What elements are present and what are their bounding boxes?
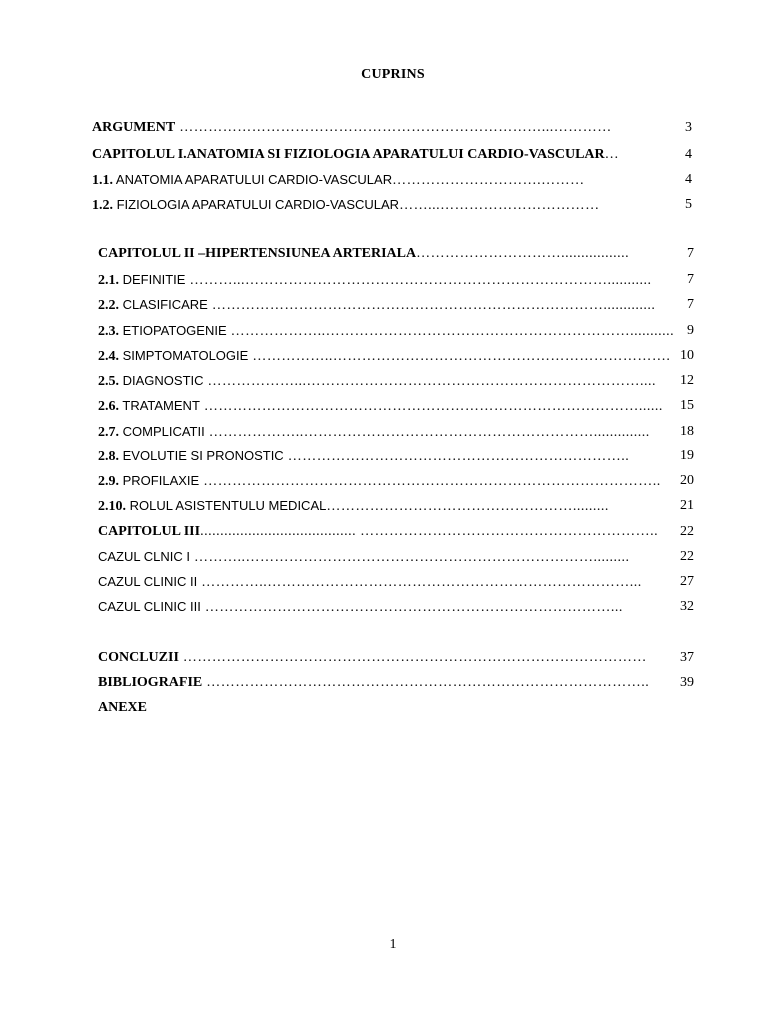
toc-entry-page: 21 (679, 496, 694, 516)
toc-entry-page: 32 (679, 597, 694, 617)
toc-entry-label: DEFINITIE (119, 272, 186, 287)
toc-entry-label: CAZUL CLINIC III (98, 599, 201, 614)
toc-entry-leader: …………………………………………………………………………………… (178, 650, 647, 665)
toc-entry-heading: CAPITOLUL III (98, 524, 201, 539)
toc-entry (98, 371, 694, 391)
toc-entry-leader: ………………………………………………………………………………...... (199, 399, 663, 414)
toc-entry-leader: … (604, 147, 620, 162)
toc-entry (92, 145, 692, 165)
toc-entry-page: 20 (679, 471, 694, 491)
toc-entry-number: 1.1. (92, 173, 113, 188)
toc-entry (98, 471, 694, 491)
page-number: 1 (389, 937, 397, 952)
toc-entry (92, 170, 692, 190)
toc-entry-label: COMPLICATII (119, 424, 205, 439)
toc-entry-leader: ………………………………………………………………………............. (207, 298, 656, 313)
toc-entry-number: 2.1. (98, 273, 119, 288)
toc-entry-label: ETIOPATOGENIE (119, 323, 227, 338)
toc-entry-leader: …………………………………………………………………………... (200, 600, 623, 615)
toc-entry-page: 27 (679, 572, 694, 592)
toc-entry (98, 244, 694, 264)
toc-entry-page: 22 (679, 547, 694, 567)
toc-entry-heading: BIBLIOGRAFIE (98, 675, 203, 690)
toc-entry-leader: ……………………………………………......... (326, 499, 609, 514)
toc-entry-leader: ……………………………………………………………………………….. (202, 675, 650, 690)
toc-entry-heading: ANEXE (98, 700, 148, 715)
toc-entry (98, 270, 694, 290)
toc-entry-label: FIZIOLOGIA APARATULUI CARDIO-VASCULAR (113, 197, 400, 212)
toc-entry-number: 2.5. (98, 374, 119, 389)
toc-entry-label: SIMPTOMATOLOGIE (119, 348, 249, 363)
toc-entry-page: 15 (679, 396, 694, 416)
toc-entry-label: TRATAMENT (119, 398, 200, 413)
toc-entry-label: ANATOMIA APARATULUI CARDIO-VASCULAR (113, 172, 393, 187)
toc-entry-leader: …………………………................. (416, 246, 630, 261)
toc-entry-page: 5 (684, 195, 692, 215)
toc-entry-page: 7 (686, 244, 694, 264)
toc-entry-heading: CAPITOLUL I.ANATOMIA SI FIZIOLOGIA APARATULUI CARDIO-VASCULAR (92, 147, 605, 162)
toc-entry-number: 2.2. (98, 298, 119, 313)
toc-entry-number: 2.6. (98, 399, 119, 414)
toc-entry (98, 698, 694, 718)
toc-entry-page: 37 (679, 648, 694, 668)
toc-entry (98, 648, 694, 668)
toc-entry-leader: ………………..…………………………………………………….............. (204, 425, 650, 440)
toc-entry (98, 422, 694, 442)
toc-entry-page: 18 (679, 422, 694, 442)
toc-entry (92, 118, 692, 138)
toc-entry-number: 2.4. (98, 349, 119, 364)
toc-entry-page: 4 (684, 145, 692, 165)
toc-entry-label: CAZUL CLNIC I (98, 549, 190, 564)
toc-entry (98, 547, 694, 567)
toc-entry-page: 10 (679, 346, 694, 366)
toc-entry-leader: …………..…………………………………………………………………... (197, 575, 642, 590)
toc-entry (98, 496, 694, 516)
toc-entry-number: 2.9. (98, 474, 119, 489)
toc-entry-page: 12 (679, 371, 694, 391)
toc-entry-leader: …………………………………………………………….. (283, 449, 630, 464)
toc-entry-label: DIAGNOSTIC (119, 373, 204, 388)
toc-entry (98, 522, 694, 542)
toc-entry-label: EVOLUTIE SI PRONOSTIC (119, 448, 284, 463)
toc-entry-number: 2.3. (98, 324, 119, 339)
toc-entry-label: PROFILAXIE (119, 473, 200, 488)
toc-entry-leader: ………...…………………………………………………………………........... (185, 273, 652, 288)
toc-entry-page: 3 (684, 118, 692, 138)
toc-entry-leader: ………..………………………………………………………………......... (189, 550, 630, 565)
toc-entry-leader: ………………...…………………………………………………………….... (203, 374, 657, 389)
toc-title: CUPRINS (361, 67, 425, 82)
toc-entry-page: 39 (679, 673, 694, 693)
toc-entry-leader: ………………………………………………………………………………….. (199, 474, 661, 489)
toc-entry-number: 2.10. (98, 499, 126, 514)
toc-entry (98, 446, 694, 466)
toc-entry-page: 9 (686, 321, 694, 341)
toc-entry-heading: ARGUMENT (92, 120, 176, 135)
toc-entry (98, 346, 694, 366)
toc-entry (92, 195, 692, 215)
toc-entry-number: 2.7. (98, 425, 119, 440)
toc-entry-label: CAZUL CLINIC II (98, 574, 198, 589)
toc-entry-heading: CAPITOLUL II –HIPERTENSIUNEA ARTERIALA (98, 246, 417, 261)
toc-entry-page: 7 (686, 270, 694, 290)
toc-entry-page: 22 (679, 522, 694, 542)
toc-entry-leader: ………………..………………………………………………………........... (226, 324, 675, 339)
toc-entry-number: 2.8. (98, 449, 119, 464)
toc-entry (98, 597, 694, 617)
toc-entry-leader: ....................................... …………………………………………………….. (200, 524, 659, 539)
toc-entry (98, 295, 694, 315)
toc-entry-number: 1.2. (92, 198, 113, 213)
toc-entry (98, 673, 694, 693)
toc-entry-page: 4 (684, 170, 692, 190)
toc-entry-label: CLASIFICARE (119, 297, 208, 312)
toc-entry (98, 321, 694, 341)
toc-entry (98, 572, 694, 592)
toc-entry-leader: ………………………….……… (392, 173, 585, 188)
toc-entry-page: 19 (679, 446, 694, 466)
toc-entry-leader: ……...…………………………… (399, 198, 600, 213)
toc-entry-label: ROLUL ASISTENTULU MEDICAL (126, 498, 327, 513)
toc-entry-page: 7 (686, 295, 694, 315)
toc-entry (98, 396, 694, 416)
toc-entry-leader: ……………..……………………………………………………………. (248, 349, 671, 364)
toc-entry-leader: …………………………………………………………………...………… (175, 120, 612, 135)
toc-entry-heading: CONCLUZII (98, 650, 179, 665)
